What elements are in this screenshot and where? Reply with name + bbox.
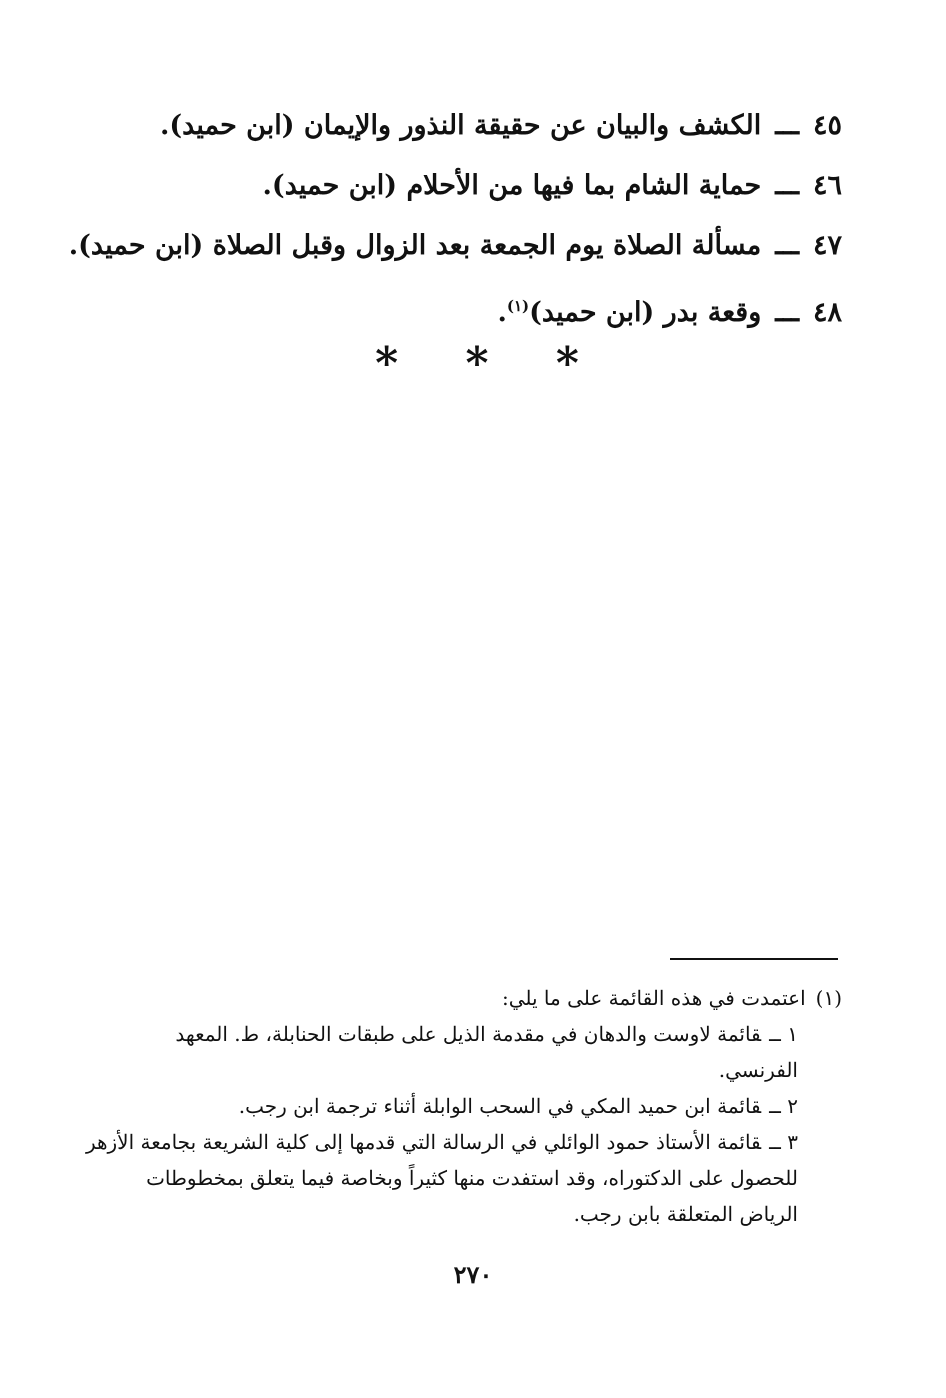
footnote-line — [85, 1124, 842, 1160]
footnote-intro-line — [142, 980, 842, 1016]
footnote-line-text: قائمة ابن حميد المكي في السحب الوابلة أثناء ترجمة ابن رجب. — [238, 1094, 762, 1118]
item-dash: ـــ — [775, 230, 799, 261]
item-list — [68, 96, 842, 336]
footnote-line — [142, 1088, 842, 1124]
list-item — [142, 276, 842, 336]
list-item — [68, 216, 842, 276]
footnote-line-text: للحصول على الدكتوراه، وقد استفدت منها كثيراً وبخاصة فيما يتعلق بمخطوطات — [146, 1166, 798, 1190]
list-item — [142, 156, 842, 216]
item-tail: . — [497, 297, 507, 328]
footnote-line — [142, 1016, 842, 1052]
page-number: ٢٧٠ — [453, 1260, 493, 1289]
item-number: ٤٥ — [812, 110, 842, 141]
item-dash: ـــ — [775, 170, 799, 201]
footnote-line — [142, 1052, 842, 1088]
footnote-line-text: الفرنسي. — [718, 1058, 798, 1082]
item-number: ٤٨ — [812, 297, 842, 328]
item-dash: ـــ — [775, 110, 799, 141]
item-text: الكشف والبيان عن حقيقة النذور والإيمان (ابن حميد). — [159, 110, 762, 141]
footnote-line — [142, 1160, 842, 1196]
item-number: ٤٧ — [812, 230, 842, 261]
item-dash: ـــ — [775, 297, 799, 328]
item-text: وقعة بدر (ابن حميد) — [529, 297, 762, 328]
footnote-line-text: قائمة الأستاذ حمود الوائلي في الرسالة التي قدمها إلى كلية الشريعة بجامعة الأزهر — [85, 1130, 762, 1154]
footnote-line-text: الرياض المتعلقة بابن رجب. — [573, 1202, 798, 1226]
list-item — [142, 96, 842, 156]
item-text: حماية الشام بما فيها من الأحلام (ابن حميد). — [262, 170, 762, 201]
footnote-line-number: ١ ــ — [769, 1022, 798, 1046]
footnote-divider — [670, 958, 838, 960]
footnote-line-number: ٢ ــ — [769, 1094, 798, 1118]
section-separator: * * * — [375, 338, 605, 389]
footnote-marker: (١) — [815, 986, 842, 1010]
footnote-reference: (١) — [506, 297, 530, 315]
item-number: ٤٦ — [812, 170, 842, 201]
footnotes — [85, 980, 842, 1232]
item-text: مسألة الصلاة يوم الجمعة بعد الزوال وقبل الصلاة (ابن حميد). — [68, 230, 762, 261]
footnote-line-number: ٣ ــ — [769, 1130, 798, 1154]
footnote-line-text: قائمة لاوست والدهان في مقدمة الذيل على طبقات الحنابلة، ط. المعهد — [175, 1022, 762, 1046]
footnote-intro: اعتمدت في هذه القائمة على ما يلي: — [501, 986, 806, 1010]
footnote-line — [142, 1196, 842, 1232]
